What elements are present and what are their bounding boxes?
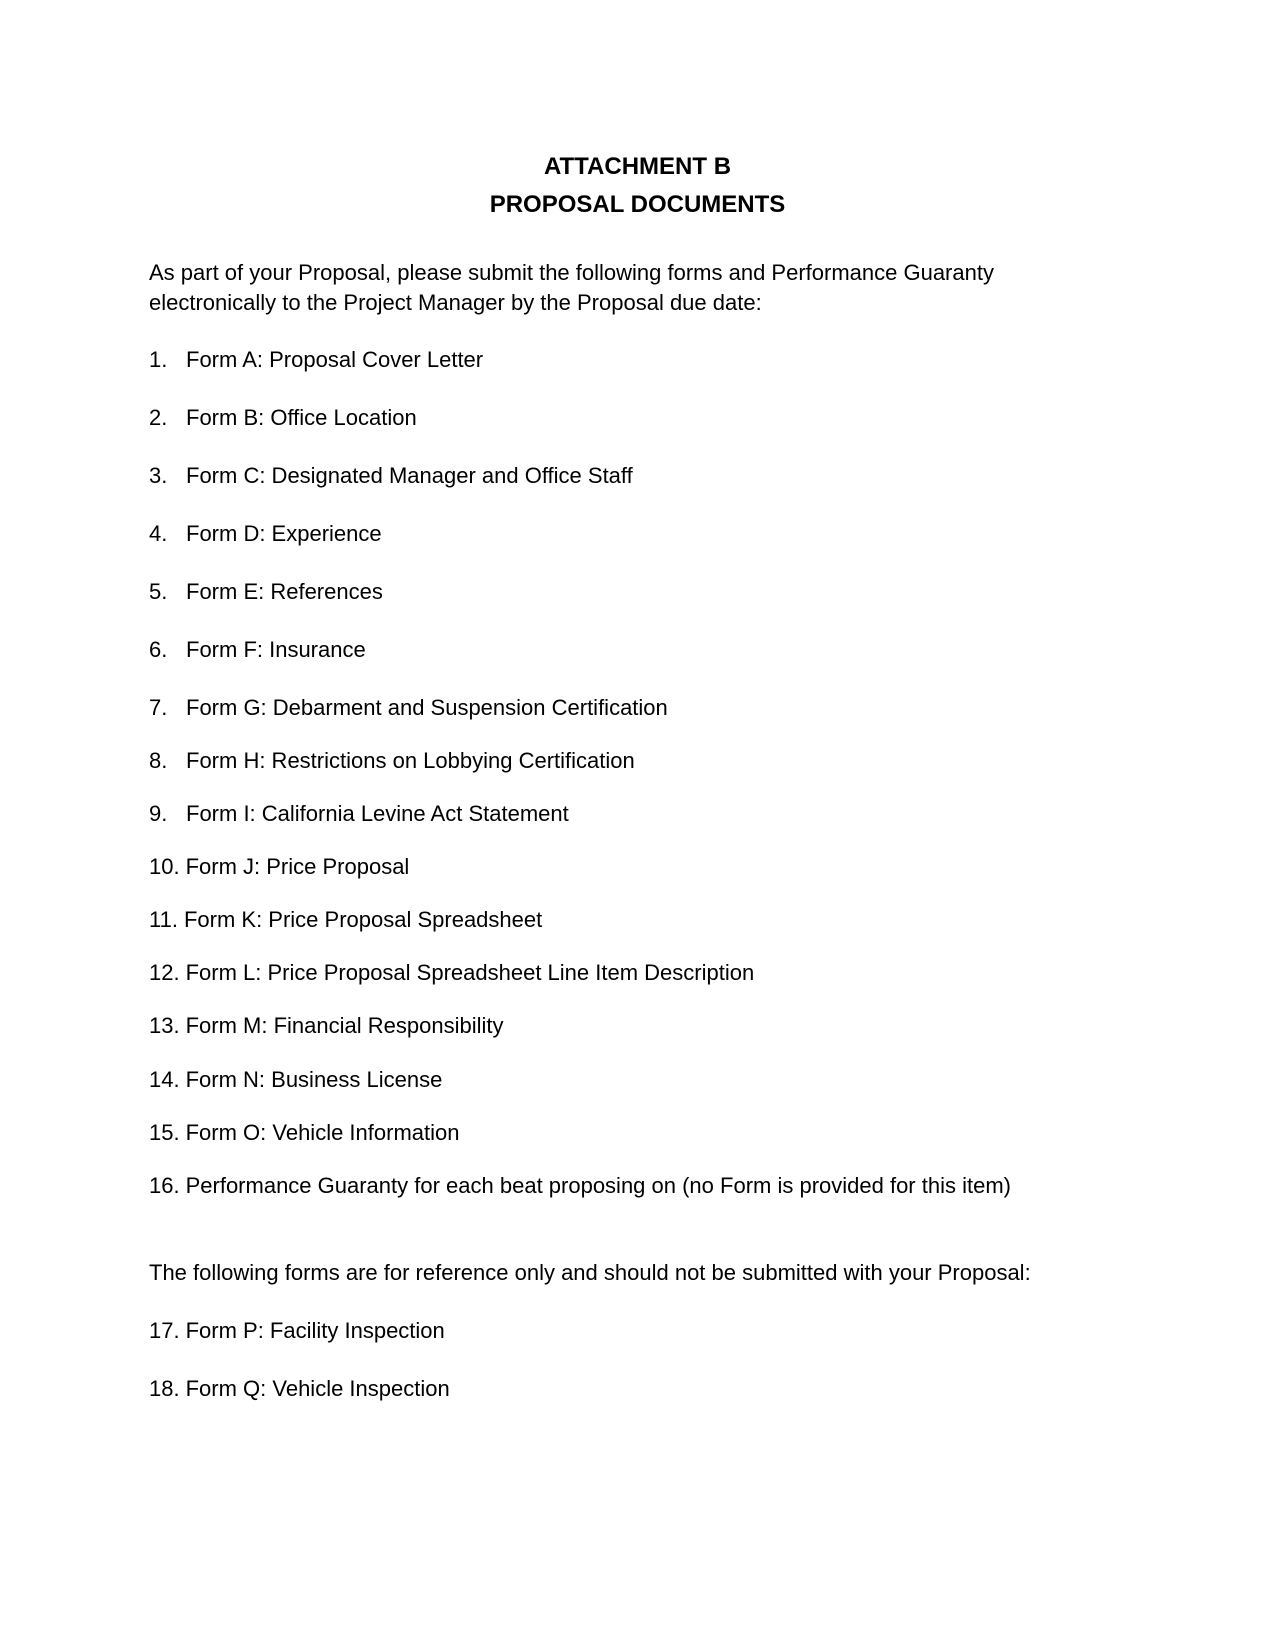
list-item: 11. Form K: Price Proposal Spreadsheet	[149, 907, 543, 932]
list-item: 10. Form J: Price Proposal	[149, 854, 410, 879]
heading-line-2: PROPOSAL DOCUMENTS	[489, 191, 786, 218]
list-item: 14. Form N: Business License	[149, 1067, 443, 1092]
list-item: 13. Form M: Financial Responsibility	[149, 1013, 504, 1038]
list-item: 17. Form P: Facility Inspection	[149, 1318, 445, 1343]
list-item: 5. Form E: References	[149, 579, 383, 604]
list-item: 6. Form F: Insurance	[149, 637, 366, 662]
list-item: 12. Form L: Price Proposal Spreadsheet Line Item Description	[149, 960, 755, 985]
list-item: 15. Form O: Vehicle Information	[149, 1120, 460, 1145]
list-item: 9. Form I: California Levine Act Statement	[149, 801, 569, 826]
list-item: 16. Performance Guaranty for each beat proposing on (no Form is provided for this item)	[149, 1173, 1011, 1198]
list-item: 18. Form Q: Vehicle Inspection	[149, 1376, 450, 1401]
list-item: 4. Form D: Experience	[149, 521, 382, 546]
list-item: 1. Form A: Proposal Cover Letter	[149, 347, 484, 372]
intro-paragraph: As part of your Proposal, please submit the following forms and Performance Guaranty electronically to the Project Manager by the Proposal due date:	[149, 260, 994, 315]
list-item: 8. Form H: Restrictions on Lobbying Certification	[149, 748, 635, 773]
heading-line-1: ATTACHMENT B	[543, 153, 732, 180]
list-item: 2. Form B: Office Location	[149, 405, 417, 430]
list-item: 7. Form G: Debarment and Suspension Certification	[149, 695, 668, 720]
reference-note: The following forms are for reference only and should not be submitted with your Proposal:	[149, 1260, 1031, 1285]
list-item: 3. Form C: Designated Manager and Office Staff	[149, 463, 633, 488]
